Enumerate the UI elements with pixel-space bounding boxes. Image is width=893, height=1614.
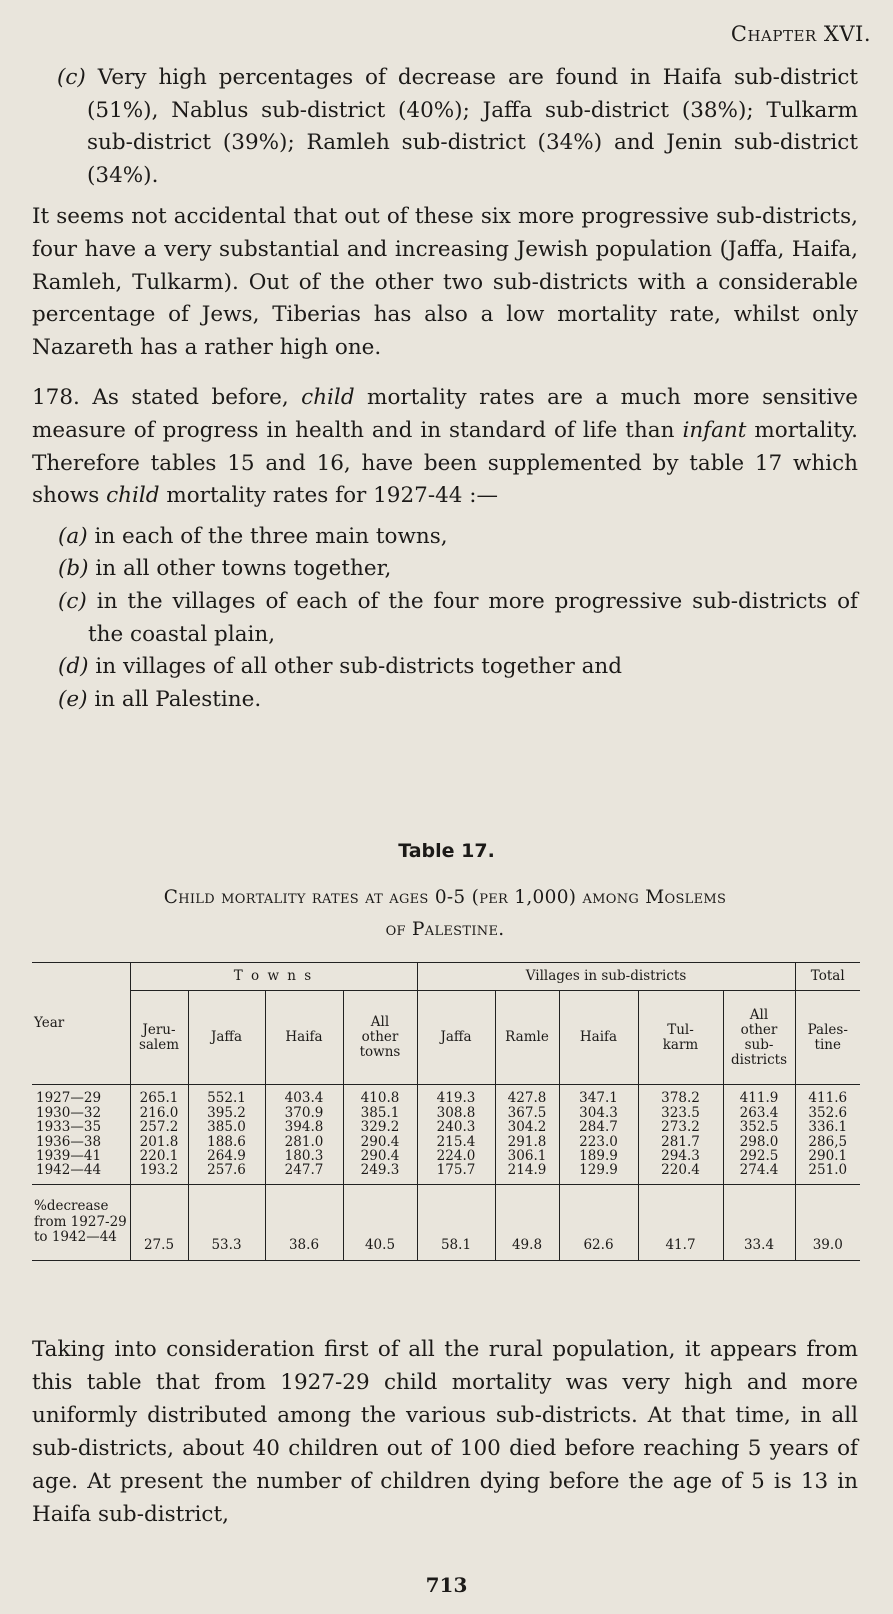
decrease-value: 49.8 xyxy=(495,1185,559,1261)
paragraph-178-em1: child xyxy=(301,385,355,411)
list-item: (b) in all other towns together, xyxy=(58,556,392,582)
paragraph-178-part4: mortality rates for 1927-44 :— xyxy=(159,483,499,509)
decrease-value: 40.5 xyxy=(343,1185,417,1261)
decrease-value: 39.0 xyxy=(812,1236,843,1253)
column-header: Haifa xyxy=(265,991,343,1085)
year-column-header: Year xyxy=(32,963,130,1085)
villages-group-header: Villages in sub-districts xyxy=(417,963,795,991)
decrease-value: 38.6 xyxy=(265,1185,343,1261)
paragraph-178-part3: mortality. Therefore tables 15 and 16, have been supplemented by table 17 which shows xyxy=(32,417,859,509)
year-column: 1927—29 1930—32 1933—35 1936—38 1939—41 1942—44 xyxy=(32,1085,130,1185)
jerusalem-values: 265.1 216.0 257.2 201.8 220.1 193.2 xyxy=(130,1085,188,1185)
list xyxy=(32,521,858,717)
table-caption-line1: Child mortality rates at ages 0-5 (per 1,000) among Moslems xyxy=(163,887,727,908)
paragraph-178-em3: child xyxy=(106,483,160,509)
column-header: Jaffa xyxy=(188,991,265,1085)
column-header: All other sub- districts xyxy=(723,991,795,1085)
column-header: Tul- karm xyxy=(638,991,723,1085)
haifa-villages-values: 347.1 304.3 284.7 223.0 189.9 129.9 xyxy=(559,1085,638,1185)
total-palestine-values: 411.6 352.6 336.1 286,5 290.1 251.0 xyxy=(808,1090,848,1179)
decrease-value: 62.6 xyxy=(559,1185,638,1261)
table-caption xyxy=(32,882,858,946)
table-group-header-row xyxy=(32,963,860,991)
paragraph-c-text: Very high percentages of decrease are found in Haifa sub-district (51%), Nablus sub-district (40%); Jaffa sub-district (38%); Tulkarm sub-district (39%); Ramleh sub-district (34%) and Jenin sub-district (34%). xyxy=(87,65,858,188)
paragraph-rural: Taking into consideration first of all the rural population, it appears from this table that from 1927-29 child mortality was very high and more uniformly distributed among the various sub-districts. At that time, in all sub-districts, about 40 children out of 100 died before reaching 5 years of age. At present the number of children dying before the age of 5 is 13 in Haifa sub-district, xyxy=(32,1337,858,1527)
paragraph-c-label: (c) xyxy=(57,65,86,90)
paragraph-178-part2: mortality rates are a much more sensitive measure of progress in health and in standard of life than xyxy=(32,385,858,443)
paragraph-178-part1: 178. As stated before, xyxy=(32,385,302,411)
column-header: Pales- tine xyxy=(807,1021,848,1053)
list-item: (c) in the villages of each of the four more progressive sub-districts of the coastal plain, xyxy=(58,588,858,647)
jaffa-villages-values: 419.3 308.8 240.3 215.4 224.0 175.7 xyxy=(417,1085,495,1185)
list-item: (d) in villages of all other sub-districts together and xyxy=(58,654,623,680)
table-column-header-row xyxy=(32,991,860,1085)
other-subdistricts-values: 411.9 263.4 352.5 298.0 292.5 274.4 xyxy=(723,1085,795,1185)
other-towns-values: 410.8 385.1 329.2 290.4 290.4 249.3 xyxy=(343,1085,417,1185)
decrease-value: 27.5 xyxy=(130,1185,188,1261)
page-number: 713 xyxy=(425,1573,468,1597)
list-item: (a) in each of the three main towns, xyxy=(58,523,448,549)
table-title: Table 17. xyxy=(398,840,495,862)
decrease-value: 33.4 xyxy=(723,1185,795,1261)
jaffa-town-values: 552.1 395.2 385.0 188.6 264.9 257.6 xyxy=(188,1085,265,1185)
chapter-header: Chapter XVI. xyxy=(730,22,871,46)
table-caption-line2: of Palestine. xyxy=(385,919,505,940)
column-header: Jaffa xyxy=(417,991,495,1085)
column-header: All other towns xyxy=(343,991,417,1085)
tulkarm-villages-values: 378.2 323.5 273.2 281.7 294.3 220.4 xyxy=(638,1085,723,1185)
paragraph-c xyxy=(32,62,858,192)
list-item: (e) in all Palestine. xyxy=(58,686,262,712)
table-decrease-row xyxy=(32,1185,860,1261)
decrease-row-label: %decrease from 1927-29 to 1942—44 xyxy=(32,1185,130,1261)
table-data-row xyxy=(32,1085,860,1185)
body-text xyxy=(32,62,858,716)
paragraph-178 xyxy=(32,382,858,512)
haifa-town-values: 403.4 370.9 394.8 281.0 180.3 247.7 xyxy=(265,1085,343,1185)
towns-group-header: T o w n s xyxy=(130,963,417,991)
ramle-villages-values: 427.8 367.5 304.2 291.8 306.1 214.9 xyxy=(495,1085,559,1185)
column-header: Haifa xyxy=(559,991,638,1085)
decrease-value: 41.7 xyxy=(638,1185,723,1261)
mortality-table xyxy=(32,962,860,1261)
paragraph-progressive: It seems not accidental that out of these six more progressive sub-districts, four have a very substantial and increasing Jewish population (Jaffa, Haifa, Ramleh, Tulkarm). Out of the other two sub-districts with a considerable percentage of Jews, Tiberias has also a low mortality rate, whilst only Nazareth has a rather high one. xyxy=(32,204,858,360)
decrease-value: 58.1 xyxy=(417,1185,495,1261)
column-header: Ramle xyxy=(495,991,559,1085)
decrease-value: 53.3 xyxy=(188,1185,265,1261)
total-group-header: Total xyxy=(810,968,845,984)
column-header: Jeru- salem xyxy=(130,991,188,1085)
paragraph-178-em2: infant xyxy=(682,417,747,443)
